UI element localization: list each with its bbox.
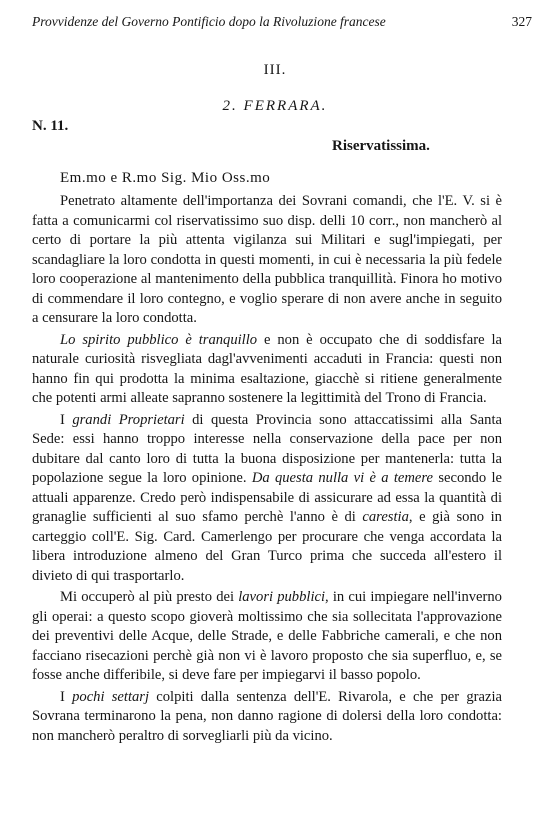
paragraph-3-emphasis-1: grandi Proprietari — [72, 411, 185, 428]
salutation: Em.mo e R.mo Sig. Mio Oss.mo — [60, 170, 271, 186]
paragraph-5-text: colpiti dalla sentenza dell'E. Rivarola, e che per grazia Sovrana terminarono la pena, non danno ragione di dolersi della loro condotta: non mancherò peraltro di sorvegliarli più da vicino. — [32, 688, 502, 744]
paragraph-4-text: , in cui impiegare nell'inverno gli operai: a questo scopo gioverà moltissimo che sia sollecitata l'approvazione dei preventivi delle Acque, delle Strade, e delle Fabbriche camerali, e che non facciano risecazioni perchè già non vi è lavoro proposto che sia superfluo, e, se fosse anche differibile, si deve fare per impiegarvi il basso popolo. — [32, 589, 502, 683]
paragraph-2-text: e non è occupato che di soddisfare la naturale curiosità risvegliata dagl'avvenimenti accaduti in Francia: questi non hanno fin qui prodotta la minima esaltazione, giacchè si ritiene generalmente che potenti armi alleate sapranno sostenere la legittimità del Trono di Francia. — [32, 331, 502, 406]
paragraph-5-lead: I — [60, 688, 73, 705]
paragraph-4-lead: Mi occuperò al più presto dei — [60, 589, 239, 605]
paragraph-3-lead: I — [60, 411, 73, 428]
section-number: III. — [263, 62, 287, 78]
paragraph-2-emphasis: Lo spirito pubblico è tranquillo — [60, 331, 258, 348]
document-number: N. 11. — [32, 118, 69, 134]
paragraph-2 — [32, 331, 502, 409]
paragraph-3-emphasis-2: Da questa nulla vi è a temere — [251, 470, 434, 486]
paragraph-3-text-3: , e già sono in carteggio coll'E. Sig. Card. Camerlengo per procurare che venga accordata la libera introduzione almeno del Gran Turco prima che succeda all'estero il divieto di qui trasportarlo. — [32, 509, 502, 584]
letter-body — [32, 192, 502, 746]
paragraph-3-emphasis-3: carestia — [362, 509, 409, 525]
running-title: Provvidenze del Governo Pontificio dopo la Rivoluzione francese — [32, 14, 386, 29]
paragraph-4 — [32, 588, 502, 686]
paragraph-5 — [32, 688, 502, 747]
classification-label: Riservatissima. — [332, 138, 430, 154]
paragraph-3-text-1: di questa Provincia sono attaccatissimi alla Santa Sede: essi hanno troppo interesse nella conservazione della pace per non dubitare dal canto loro di tutta la buona disposizione per mantenerla: tutta la popolazione segue la loro opinione. — [32, 411, 502, 486]
paragraph-5-emphasis: pochi settarj — [72, 688, 150, 705]
place-heading: 2. FERRARA. — [222, 98, 328, 114]
paragraph-3 — [32, 411, 502, 587]
paragraph-4-emphasis: lavori pubblici — [238, 589, 326, 605]
running-header — [32, 14, 532, 30]
page-number: 327 — [511, 14, 532, 29]
paragraph-3-text-2: secondo le attuali apparenze. Credo però indispensabile di assicurare ad essa la quantità di granaglie sufficienti al suo sfamo perchè l'anno è di — [32, 470, 502, 525]
paragraph-1: Penetrato altamente dell'importanza dei Sovrani comandi, che l'E. V. si è fatta a comunicarmi col riservatissimo suo disp. delli 10 corr., non mancherò al certo di portare la più attenta vigilanza sui Militari e sugl'impiegati, per scandagliare la loro condotta in questi momenti, in cui è necessaria la più fedele loro cooperazione al mantenimento della pubblica tranquillità. Finora ho motivo di commendare il loro contegno, e voglio sperare di non avere anche in seguito a censurare la loro condotta. — [32, 193, 502, 326]
